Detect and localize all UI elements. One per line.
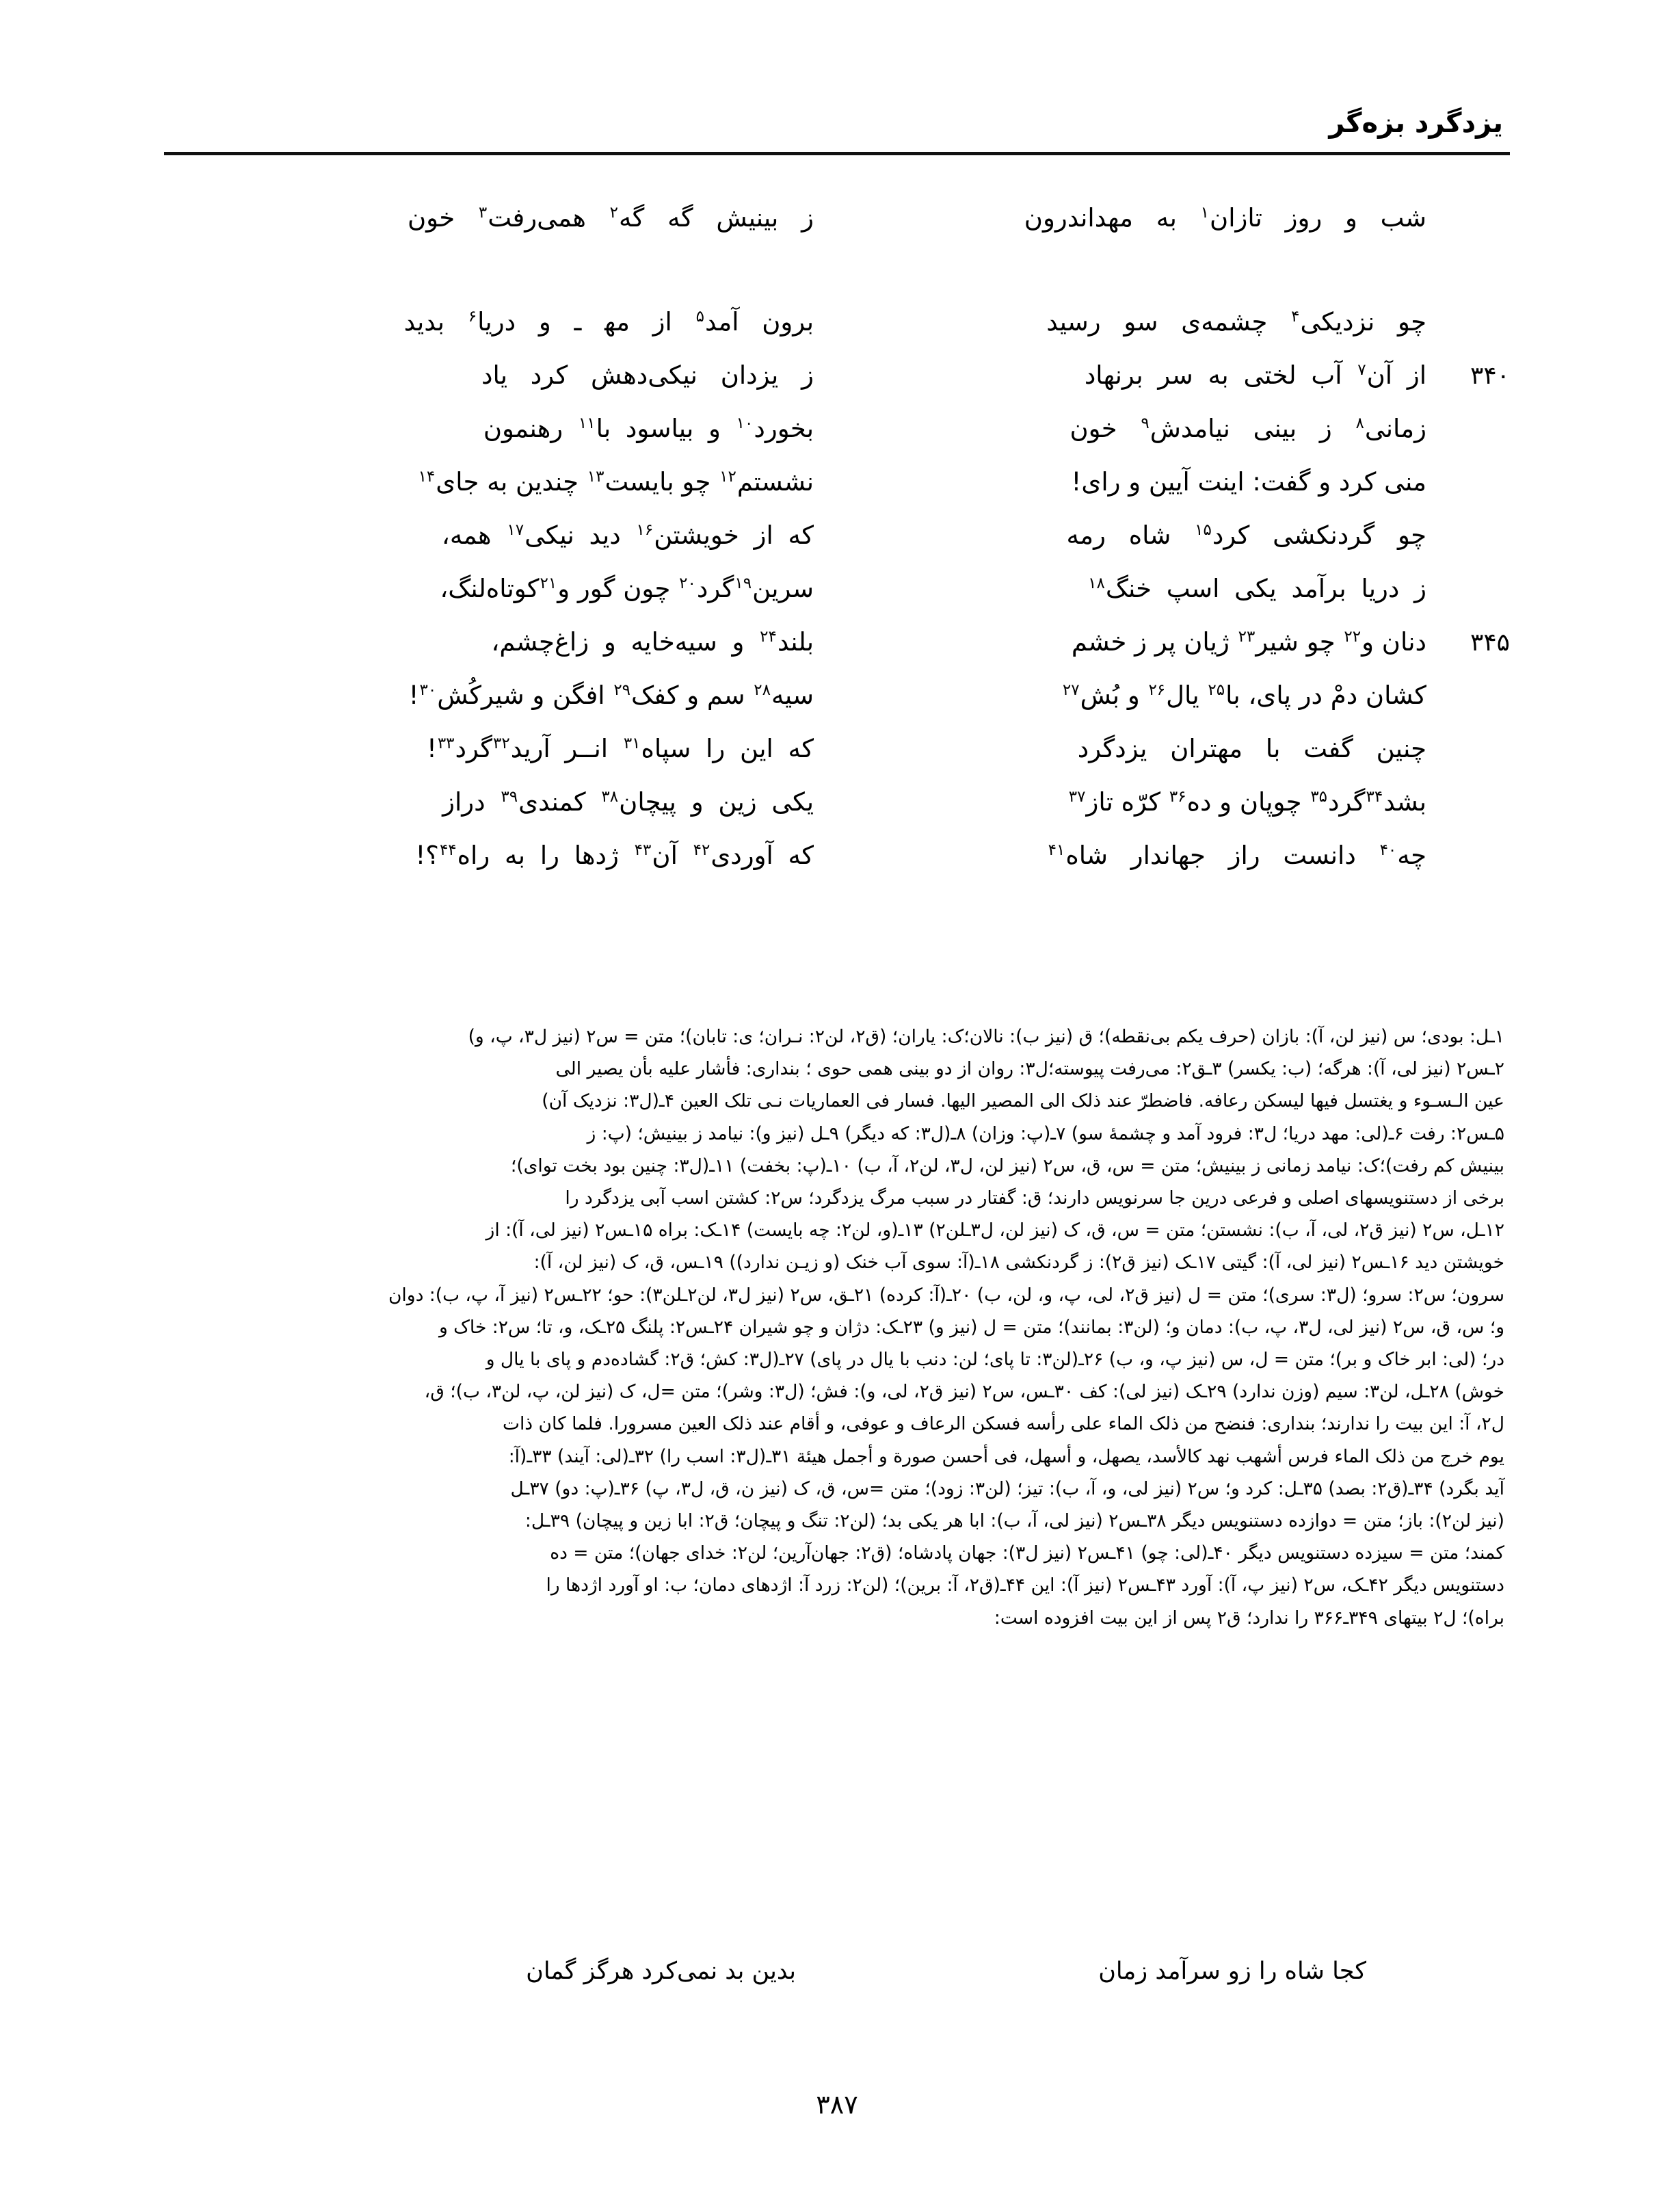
hemistich-right [837,789,1510,815]
hemistich-text-tail2: ژیان پر ز خشم [1071,627,1238,657]
footnote-marker: ۱۸ [1088,574,1105,592]
verse-row [164,683,1510,736]
hemistich-left [164,360,837,390]
hemistich-right [837,469,1510,495]
footnote-marker: ۳۴ [1366,787,1383,806]
hemistich-text: کجا شاه را زو سرآمد زمان [1098,1958,1366,1985]
hemistich-text-tail2: چوپان و ده [1186,787,1310,817]
hemistich-text: سرین [752,574,814,603]
hemistich-left [164,629,837,655]
hemistich-text-tail: آب لختی به سر برنهاد [1084,360,1357,390]
footnote-marker: ۳۸ [601,787,619,806]
hemistich-text-tail: و بیاسود با [596,414,736,443]
footnote-marker: ۱۷ [507,521,524,539]
hemistich-text-tail3: ! [408,681,419,710]
page-header [164,109,1510,171]
apparatus-line: کمند؛ متن = سیزده دستنویس دیگر ۴۰ـ(لی: چو) ۴۱ـس۲ (نیز ل۳): جهان پادشاه؛ (ق۲: جهان‌آرین؛ لن۲: خدای جهان)؛ متن = ده [550,1542,1504,1564]
hemistich-text-tail2: چندین به جای [436,467,587,497]
hemistich-text-tail2: گرد [455,734,493,763]
hemistich-text-tail3: کرّه تاز [1086,787,1169,817]
hemistich-left [164,576,837,601]
footnote-marker: ۲۱ [540,574,557,592]
hemistich-text: برون آمد [704,307,814,337]
footnote-marker: ۴۲ [693,841,710,859]
apparatus-line: در؛ (لی: ابر خاک و بر)؛ متن = ل، س (نیز پ، و، ب) ۲۶ـ(لن۳: تا پای؛ لن: دنب با یال در پای) ۲۷ـ(ل۳: کش؛ ق۲: گشاده‌دم و پای با یال و [486,1349,1504,1371]
apparatus-line: برخی از دستنویسهای اصلی و فرعی درین جا سرنویس دارند؛ ق: گفتار در سبب مرگ یزدگرد؛ س۲: کشتن اسب آبی یزدگرد را [565,1187,1504,1209]
footnote-marker: ۴۰ [1379,841,1397,859]
apparatus-line: یوم خرج من ذلک الماء فرس أشهب نهد کالأسد، یصهل، و أسهل، فی أحسن صورة و أجمل هیئة ۳۱ـ(ل۳: اسب را) ۳۲ـ(لی: آیند) ۳۳ـ(آ: [508,1445,1504,1467]
hemistich-text-tail3: ؟! [415,841,439,870]
hemistich-text-tail: آن [652,841,693,870]
hemistich-text: نشستم [736,467,814,497]
footnote-marker: ۲ [609,203,618,222]
footnote-marker: ۳۲ [493,734,510,752]
hemistich-right [837,736,1510,761]
hemistich-text: که از خویشتن [654,521,814,550]
hemistich-text-tail: کمندی [518,787,601,817]
footnote-marker: ۱۶ [636,521,654,539]
apparatus-line: ۲ـس۲ (نیز لی، آ): هرگه؛ (ب: یکسر) ۳ـق۲: می‌رفت پیوسته؛ل۳: روان از دو بینی همی حوی ؛ بنداری: فأشار علیه بأن یصیر الی [555,1058,1504,1080]
footnote-marker: ۲۶ [1148,681,1166,699]
footnote-marker: ۳۱ [623,734,641,752]
hemistich-text: چه [1397,841,1426,870]
hemistich-right [837,307,1510,337]
footnote-marker: ۳۳ [437,734,455,752]
hemistich-left [164,736,837,761]
footnote-marker: ۹ [1141,414,1150,432]
hemistich-text-tail: دید نیکی [524,521,636,550]
hemistich-text-tail2: بدید [403,307,468,337]
hemistich-text: چو نزدیکی [1300,307,1426,337]
running-head: یزدگرد بزه‌گر [1329,107,1503,139]
hemistich-text-tail2: چون گور و [557,574,679,603]
hemistich-text: ز بینیش گه گه [618,203,814,233]
hemistich-text: منی کرد و گفت: اینت آیین و رای! [1071,467,1426,497]
apparatus-line: (نیز لن۲): باز؛ متن = دوازده دستنویس دیگر ۳۸ـس۲ (نیز لی، آ، ب): ابا هر یکی بد؛ (لن۲: تنگ و پیچان؛ ق۲: ابا زین و پیچان) ۳۹ـل: [524,1510,1504,1532]
hemistich-left [164,789,837,815]
hemistich-text: ز دریا برآمد یکی اسپ خنگ [1105,574,1426,603]
footnote-marker: ۱۵ [1195,521,1212,539]
footnote-marker: ۴ [1291,307,1300,326]
folio-number: ۳۸۷ [816,2090,858,2120]
footnote-marker: ۶ [468,307,477,326]
hemistich-left [164,843,837,868]
footnote-marker: ۳ [478,203,488,222]
verse-row [164,843,1510,896]
hemistich-text-tail: شاه رمه [1066,521,1195,550]
hemistich-text: بشد [1383,787,1426,817]
footnote-marker: ۳۷ [1068,787,1086,806]
hemistich-right [837,629,1510,655]
footnote-marker: ۴۴ [439,841,457,859]
hemistich-text-tail: چو شیر [1256,627,1344,657]
hemistich-text-tail2: ژدها را به راه [457,841,634,870]
verse-row [164,360,1510,416]
footnote-marker: ۳۵ [1310,787,1328,806]
closing-couplet [164,1960,1510,1984]
hemistich-text-tail3: کوتاه‌لنگ، [440,574,540,603]
hemistich-text-tail: گرد [1328,787,1366,817]
apparatus-line: ل۲، آ: این بیت را ندارند؛ بنداری: فنضح من ذلک الماء علی رأسه فسکن الرعاف و عوفی، و أقام عند ذلک العین مسرورا. فلما کان ذات [503,1413,1504,1435]
footnote-marker: ۳۶ [1169,787,1186,806]
hemistich-left [164,307,837,337]
hemistich-text: از آن [1366,360,1426,390]
hemistich-text-tail: سم و کفک [631,681,754,710]
verse-row [164,469,1510,523]
hemistich-text: بلند [777,627,814,657]
footnote-marker: ۳۰ [419,681,437,699]
apparatus-line: و؛ س، ق، س۲ (نیز لی، ل۳، پ، ب): دمان و؛ (لن۳: بمانند)؛ متن = ل (نیز و) ۲۳ـک: دژان و چو شیران ۲۴ـس۲: پلنگ ۲۵ـک، و، تا؛ س۲: خاک و [438,1316,1504,1338]
footnote-marker: ۲۴ [760,627,777,646]
verse-row [164,789,1510,843]
verse-number: ۳۴۵ [1470,629,1510,657]
apparatus-line: ۵ـس۲: رفت ۶ـ(لی: مهد دریا؛ ل۳: فرود آمد و چشمهٔ سو) ۷ـ(پ: وزان) ۸ـ(ل۳: که دیگر) ۹ـل (نیز و): نیامد ز بینیش؛ (پ: ز [587,1122,1504,1144]
hemistich-text-tail2: و بُش [1080,681,1148,710]
hemistich-text: شب و روز تازان [1210,203,1426,233]
hemistich-text-tail: از مه‍ ـ و دریا [477,307,695,337]
hemistich-text: بخورد [754,414,814,443]
footnote-marker: ۱۴ [418,467,436,486]
apparatus-line: عین الـسـوء و یغتسل فیها لیسکن رعافه. فاضطرّ عند ذلک الی المصیر الیها. فسار فی العماریات نـ‍ی تلک العین ۴ـ(ل۳: نزدیک آن) [542,1090,1504,1112]
hemistich-text: ز یزدان نیکی‌دهش کرد یاد [481,360,814,390]
hemistich-text-tail: به مهداندرون [1024,203,1200,233]
hemistich-right [837,416,1510,441]
hemistich-left [164,205,837,231]
hemistich-text: سیه [771,681,814,710]
hemistich-text: دنان و [1361,627,1426,657]
hemistich-left [164,683,837,708]
apparatus-line: ۱۲ـل، س۲ (نیز ق۲، لی، آ، ب): نشستن؛ متن = س، ق، ک (نیز لن، ل۳ـلن۲) ۱۳ـ(و، لن۲: چه بایست) ۱۴ـک: براه ۱۵ـس۲ (نیز لی، آ): از [486,1220,1504,1241]
hemistich-text-tail: همی‌رفت [488,203,609,233]
hemistich-text: چو گردنکشی کرد [1212,521,1426,550]
footnote-marker: ۲۰ [679,574,696,592]
apparatus-line: ۱ـل: بودی؛ س (نیز لن، آ): بازان (حرف یکم بی‌نقطه)؛ ق (نیز ب): نالان؛ک: یاران؛ (ق۲، لن۲: نـ‍ران؛ ی: تابان)؛ متن = س۲ (نیز ل۳، پ، و) [468,1026,1504,1047]
verse-row [164,576,1510,629]
hemistich-left [164,469,837,495]
verse-row [164,523,1510,576]
footnote-marker: ۲۷ [1062,681,1080,699]
footnote-marker: ۱ [1200,203,1210,222]
hemistich-right [837,843,1510,868]
hemistich-right [837,205,1510,231]
apparatus-line: خوش) ۲۸ـل، لن۳: سیم (وزن ندارد) ۲۹ـک (نیز لی): کف ۳۰ـس، س۲ (نیز ق۲، لی، و): فش؛ (ل۳: وشر)؛ متن =ل، ک (نیز لن، پ، لن۳، ب)؛ ق، [424,1381,1504,1403]
hemistich-text-tail: گرد [696,574,734,603]
apparatus-line: براه)؛ ل۲ بیتهای ۳۴۹ـ۳۶۶ را ندارد؛ ق۲ پس از این بیت افزوده است: [994,1607,1504,1629]
footnote-marker: ۴۱ [1048,841,1065,859]
footnote-marker: ۸ [1355,414,1364,432]
apparatus-line: خویشتن دید ۱۶ـس۲ (نیز لی، آ): گیتی ۱۷ـک (نیز ق۲): ز گردنکشی ۱۸ـ(آ: سوی آب خنک (و زیـن ندارد)) ۱۹ـس، ق، ک (نیز لن، آ): [533,1252,1504,1274]
footnote-marker: ۲۲ [1344,627,1361,646]
hemistich-text-tail: انـ‍ـر آرید [510,734,623,763]
header-rule [164,152,1510,155]
footnote-marker: ۱۲ [719,467,736,486]
hemistich-text: زمانی [1364,414,1426,443]
footnote-marker: ۱۱ [578,414,596,432]
hemistich-text-tail: یال [1166,681,1208,710]
hemistich-left [164,523,837,548]
hemistich-text-tail: دانست راز جهاندار شاه [1065,841,1379,870]
hemistich-text-tail2: خون [1070,414,1141,443]
hemistich-text-tail: چشمه‌ی سو رسید [1046,307,1291,337]
footnote-marker: ۵ [695,307,704,326]
hemistich-text-tail2: همه، [441,521,507,550]
verse-row [164,205,1510,259]
hemistich-right [837,523,1510,548]
apparatus-line: آید بگرد) ۳۴ـ(ق۲: بصد) ۳۵ـل: کرد و؛ س۲ (نیز لی، و، آ، ب): تیز؛ (لن۳: زود)؛ متن =س، ق، ک (نیز ن، ق، ل۳، پ) ۳۶ـ(پ: دو) ۳۷ـل [510,1477,1504,1499]
apparatus-line: سرون؛ س۲: سرو؛ (ل۳: سری)؛ متن = ل (نیز ق۲، لی، پ، و، لن، ب) ۲۰ـ(آ: کرده) ۲۱ـق، س۲ (نیز ل۳، لن۲ـلن۳): حو؛ ۲۲ـس۲ (نیز آ، پ، ب): دوان [388,1284,1504,1306]
footnote-marker: ۳۹ [501,787,518,806]
verse-row [164,416,1510,469]
apparatus-line: دستنویس دیگر ۴۲ـک، س۲ (نیز پ، آ): آورد ۴۳ـس۲ (نیز آ): این ۴۴ـ(ق۲، آ: برین)؛ (لن۲: زرد آ: اژدهای دمان؛ ب: او آورد اژدها را [546,1575,1504,1596]
hemistich-text: کشان دمْ در پای، با [1225,681,1426,710]
hemistich-text: که این را سپاه [641,734,814,763]
hemistich-text: که آوردی [710,841,814,870]
verse-block [164,205,1510,896]
hemistich-left [164,1960,837,1984]
footnote-marker: ۱۳ [587,467,604,486]
hemistich-text-tail2: دراز [442,787,501,817]
footnote-marker: ۲۵ [1208,681,1225,699]
hemistich-text-tail2: افگن و شیرکُش [437,681,613,710]
footnote-marker: ۲۸ [754,681,771,699]
footnote-marker: ۱۹ [734,574,752,592]
footnote-marker: ۴۳ [634,841,652,859]
hemistich-text-tail: چو بایست [604,467,719,497]
hemistich-text-tail: ز بینی نیامدش [1150,414,1355,443]
hemistich-right [837,1960,1510,1984]
verse-row [164,629,1510,683]
hemistich-text-tail3: ! [426,734,437,763]
footnote-marker: ۱۰ [736,414,754,432]
hemistich-text-tail2: خون [407,203,478,233]
apparatus-line: بینیش کم رفت)؛ک: نیامد زمانی ز بینیش؛ متن = س، ق، س۲ (نیز لن، ل۳، لن۲، آ، ب) ۱۰ـ(پ: بخفت) ۱۱ـ(ل۳: چنین بود بخت توای)؛ [510,1155,1504,1176]
footnote-marker: ۷ [1357,360,1366,379]
hemistich-right [837,576,1510,601]
hemistich-text: یکی زین و پیچان [619,787,814,817]
hemistich-right [837,360,1510,390]
hemistich-text-tail: و سیه‌خایه و زاغ‌چشم، [491,627,760,657]
verse-row [164,736,1510,789]
verse-number: ۳۴۰ [1470,362,1510,390]
hemistich-right [837,683,1510,708]
footnote-marker: ۲۹ [613,681,631,699]
footnote-marker: ۲۳ [1238,627,1256,646]
verse-row [164,309,1510,363]
hemistich-text: چنین گفت با مهتران یزدگرد [1077,734,1426,763]
critical-apparatus [170,1021,1504,1634]
hemistich-text-tail2: رهنمون [483,414,578,443]
hemistich-left [164,416,837,441]
hemistich-text: بدین بد نمی‌کرد هرگز گمان [526,1958,796,1985]
